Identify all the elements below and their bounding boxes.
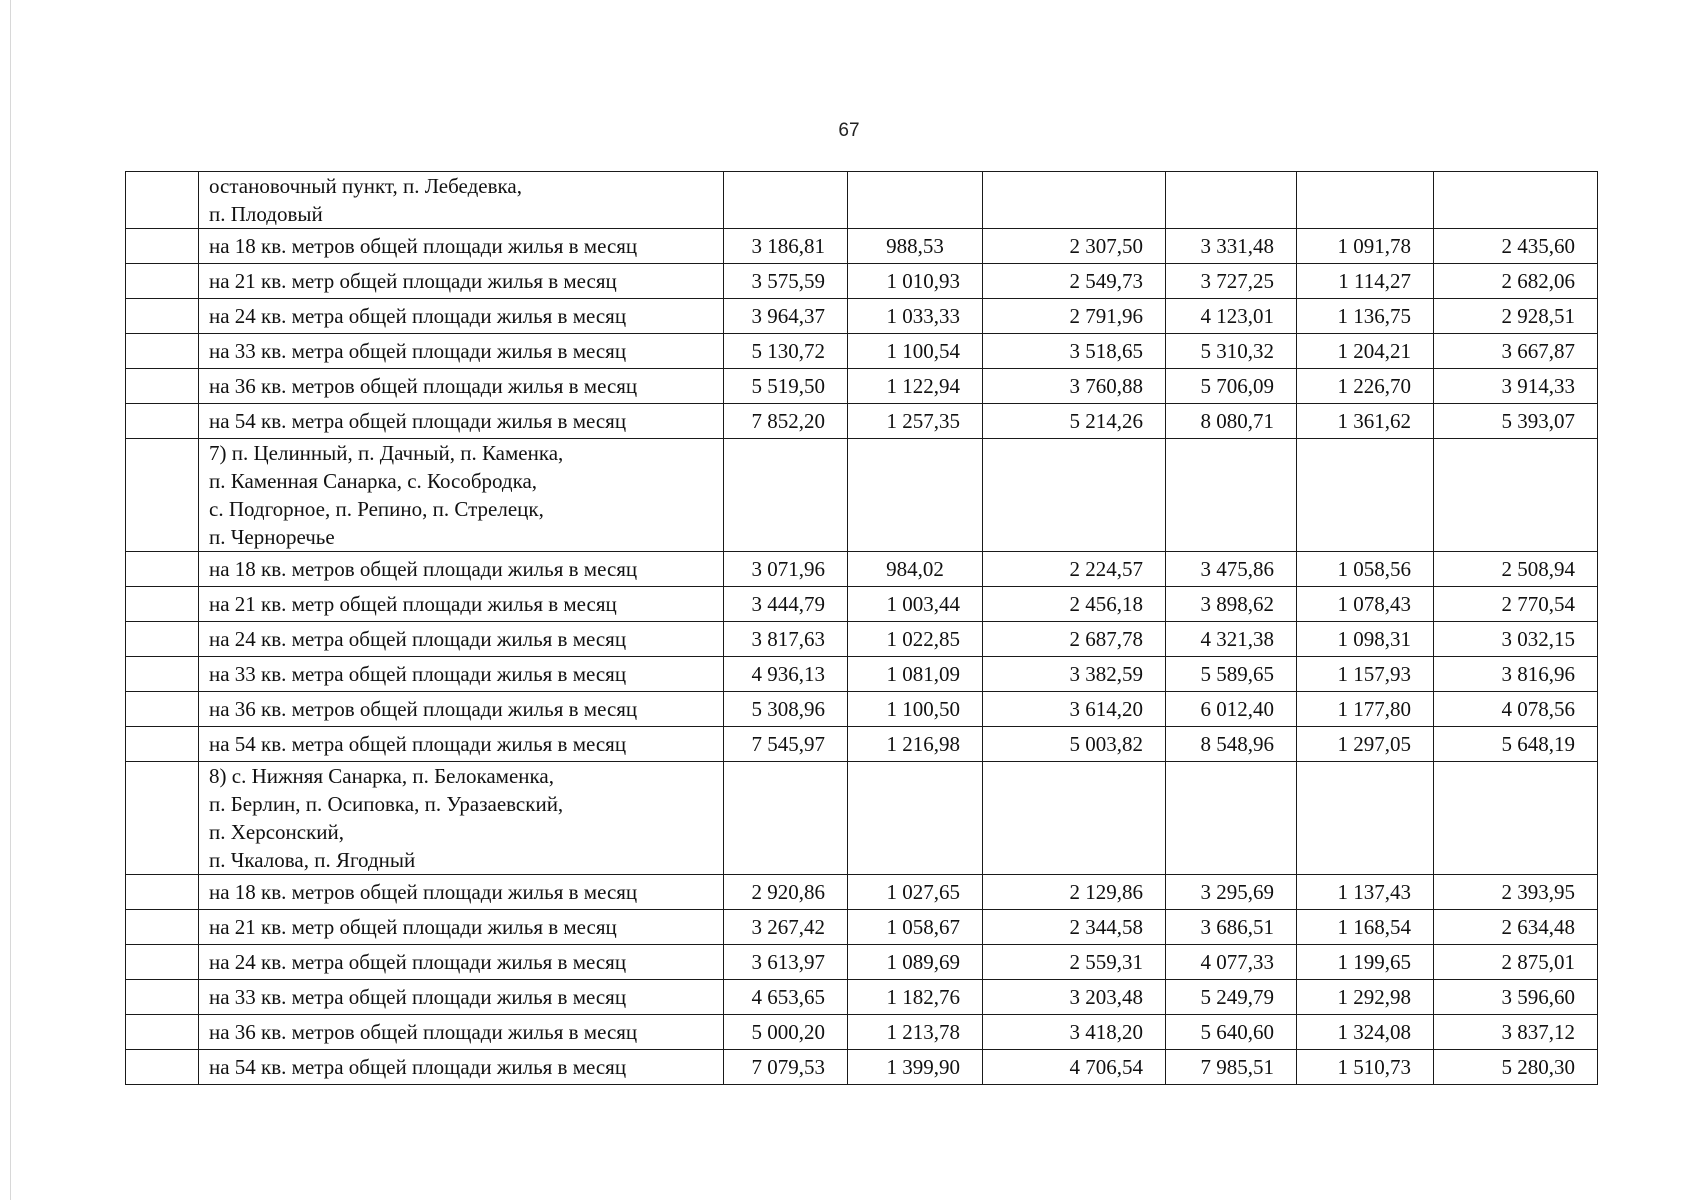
value-cell: 3 613,97 bbox=[724, 945, 848, 980]
value-cell: 1 297,05 bbox=[1297, 727, 1434, 762]
empty-value-cell bbox=[724, 762, 848, 875]
index-cell bbox=[126, 945, 199, 980]
value-cell: 2 682,06 bbox=[1434, 264, 1598, 299]
group-label-cell bbox=[199, 762, 724, 875]
row-label-cell: на 33 кв. метра общей площади жилья в месяц bbox=[199, 980, 724, 1015]
value-cell: 988,53 bbox=[848, 229, 983, 264]
value-cell: 1 257,35 bbox=[848, 404, 983, 439]
group-label-line: 7) п. Целинный, п. Дачный, п. Каменка, bbox=[209, 441, 564, 465]
value-cell: 2 920,86 bbox=[724, 875, 848, 910]
row-label-cell: на 18 кв. метров общей площади жилья в месяц bbox=[199, 552, 724, 587]
index-cell bbox=[126, 264, 199, 299]
empty-value-cell bbox=[848, 172, 983, 229]
value-cell: 1 122,94 bbox=[848, 369, 983, 404]
value-cell: 1 399,90 bbox=[848, 1050, 983, 1085]
index-cell bbox=[126, 552, 199, 587]
value-cell: 3 667,87 bbox=[1434, 334, 1598, 369]
value-cell: 1 114,27 bbox=[1297, 264, 1434, 299]
row-label-cell: на 54 кв. метра общей площади жилья в месяц bbox=[199, 727, 724, 762]
value-cell: 1 157,93 bbox=[1297, 657, 1434, 692]
row-label-cell: на 18 кв. метров общей площади жилья в месяц bbox=[199, 875, 724, 910]
value-cell: 1 098,31 bbox=[1297, 622, 1434, 657]
value-cell: 1 058,67 bbox=[848, 910, 983, 945]
value-cell: 5 003,82 bbox=[983, 727, 1166, 762]
group-header-row bbox=[126, 172, 1598, 229]
value-cell: 3 518,65 bbox=[983, 334, 1166, 369]
row-label-cell: на 18 кв. метров общей площади жилья в месяц bbox=[199, 229, 724, 264]
value-cell: 3 382,59 bbox=[983, 657, 1166, 692]
value-cell: 4 078,56 bbox=[1434, 692, 1598, 727]
value-cell: 2 129,86 bbox=[983, 875, 1166, 910]
value-cell: 5 280,30 bbox=[1434, 1050, 1598, 1085]
value-cell: 5 640,60 bbox=[1166, 1015, 1297, 1050]
group-label-line: с. Подгорное, п. Репино, п. Стрелецк, bbox=[209, 497, 544, 521]
value-cell: 1 100,50 bbox=[848, 692, 983, 727]
table-row bbox=[126, 404, 1598, 439]
table-row bbox=[126, 692, 1598, 727]
row-label-cell: на 24 кв. метра общей площади жилья в месяц bbox=[199, 299, 724, 334]
value-cell: 1 168,54 bbox=[1297, 910, 1434, 945]
group-label-line: остановочный пункт, п. Лебедевка, bbox=[209, 174, 522, 198]
value-cell: 1 091,78 bbox=[1297, 229, 1434, 264]
group-label-line: п. Берлин, п. Осиповка, п. Уразаевский, bbox=[209, 792, 564, 816]
value-cell: 1 022,85 bbox=[848, 622, 983, 657]
table-row bbox=[126, 552, 1598, 587]
value-cell: 3 817,63 bbox=[724, 622, 848, 657]
value-cell: 1 324,08 bbox=[1297, 1015, 1434, 1050]
index-cell bbox=[126, 299, 199, 334]
row-label-cell: на 21 кв. метр общей площади жилья в месяц bbox=[199, 910, 724, 945]
value-cell: 3 475,86 bbox=[1166, 552, 1297, 587]
value-cell: 984,02 bbox=[848, 552, 983, 587]
value-cell: 2 344,58 bbox=[983, 910, 1166, 945]
value-cell: 1 361,62 bbox=[1297, 404, 1434, 439]
value-cell: 8 548,96 bbox=[1166, 727, 1297, 762]
value-cell: 3 914,33 bbox=[1434, 369, 1598, 404]
value-cell: 2 928,51 bbox=[1434, 299, 1598, 334]
value-cell: 2 307,50 bbox=[983, 229, 1166, 264]
value-cell: 2 634,48 bbox=[1434, 910, 1598, 945]
value-cell: 3 032,15 bbox=[1434, 622, 1598, 657]
page-number: 67 bbox=[838, 120, 860, 141]
value-cell: 5 589,65 bbox=[1166, 657, 1297, 692]
group-label-line: п. Херсонский, bbox=[209, 820, 345, 844]
table-row bbox=[126, 727, 1598, 762]
row-label-cell: на 36 кв. метров общей площади жилья в месяц bbox=[199, 369, 724, 404]
value-cell: 4 653,65 bbox=[724, 980, 848, 1015]
value-cell: 7 985,51 bbox=[1166, 1050, 1297, 1085]
index-cell bbox=[126, 657, 199, 692]
value-cell: 4 321,38 bbox=[1166, 622, 1297, 657]
value-cell: 1 204,21 bbox=[1297, 334, 1434, 369]
value-cell: 4 706,54 bbox=[983, 1050, 1166, 1085]
value-cell: 3 575,59 bbox=[724, 264, 848, 299]
group-header-row bbox=[126, 439, 1598, 552]
value-cell: 3 331,48 bbox=[1166, 229, 1297, 264]
value-cell: 3 686,51 bbox=[1166, 910, 1297, 945]
value-cell: 1 010,93 bbox=[848, 264, 983, 299]
table-row bbox=[126, 657, 1598, 692]
value-cell: 3 760,88 bbox=[983, 369, 1166, 404]
value-cell: 1 199,65 bbox=[1297, 945, 1434, 980]
row-label-cell: на 36 кв. метров общей площади жилья в месяц bbox=[199, 1015, 724, 1050]
value-cell: 4 936,13 bbox=[724, 657, 848, 692]
value-cell: 3 614,20 bbox=[983, 692, 1166, 727]
value-cell: 1 182,76 bbox=[848, 980, 983, 1015]
value-cell: 3 964,37 bbox=[724, 299, 848, 334]
table-row bbox=[126, 1015, 1598, 1050]
table-row bbox=[126, 910, 1598, 945]
index-cell bbox=[126, 980, 199, 1015]
value-cell: 1 216,98 bbox=[848, 727, 983, 762]
value-cell: 1 058,56 bbox=[1297, 552, 1434, 587]
value-cell: 1 033,33 bbox=[848, 299, 983, 334]
value-cell: 3 418,20 bbox=[983, 1015, 1166, 1050]
value-cell: 1 089,69 bbox=[848, 945, 983, 980]
value-cell: 1 027,65 bbox=[848, 875, 983, 910]
value-cell: 7 545,97 bbox=[724, 727, 848, 762]
value-cell: 3 444,79 bbox=[724, 587, 848, 622]
value-cell: 5 000,20 bbox=[724, 1015, 848, 1050]
index-cell bbox=[126, 1050, 199, 1085]
index-cell bbox=[126, 334, 199, 369]
value-cell: 3 267,42 bbox=[724, 910, 848, 945]
value-cell: 5 310,32 bbox=[1166, 334, 1297, 369]
index-cell bbox=[126, 622, 199, 657]
value-cell: 1 003,44 bbox=[848, 587, 983, 622]
value-cell: 4 077,33 bbox=[1166, 945, 1297, 980]
value-cell: 1 226,70 bbox=[1297, 369, 1434, 404]
group-label-line: п. Черноречье bbox=[209, 525, 335, 549]
group-label-cell bbox=[199, 439, 724, 552]
value-cell: 1 292,98 bbox=[1297, 980, 1434, 1015]
table-body bbox=[126, 172, 1598, 1085]
value-cell: 5 648,19 bbox=[1434, 727, 1598, 762]
empty-value-cell bbox=[1297, 762, 1434, 875]
row-label-cell: на 21 кв. метр общей площади жилья в месяц bbox=[199, 264, 724, 299]
row-label-cell: на 54 кв. метра общей площади жилья в месяц bbox=[199, 1050, 724, 1085]
table-row bbox=[126, 1050, 1598, 1085]
value-cell: 1 177,80 bbox=[1297, 692, 1434, 727]
index-cell bbox=[126, 404, 199, 439]
index-cell bbox=[126, 727, 199, 762]
value-cell: 3 071,96 bbox=[724, 552, 848, 587]
row-label-cell: на 36 кв. метров общей площади жилья в месяц bbox=[199, 692, 724, 727]
value-cell: 6 012,40 bbox=[1166, 692, 1297, 727]
row-label-cell: на 24 кв. метра общей площади жилья в месяц bbox=[199, 622, 724, 657]
index-cell bbox=[126, 910, 199, 945]
group-header-row bbox=[126, 762, 1598, 875]
value-cell: 5 706,09 bbox=[1166, 369, 1297, 404]
value-cell: 1 078,43 bbox=[1297, 587, 1434, 622]
value-cell: 7 079,53 bbox=[724, 1050, 848, 1085]
value-cell: 1 081,09 bbox=[848, 657, 983, 692]
value-cell: 3 816,96 bbox=[1434, 657, 1598, 692]
value-cell: 2 549,73 bbox=[983, 264, 1166, 299]
empty-value-cell bbox=[1434, 439, 1598, 552]
group-label-line: п. Каменная Санарка, с. Кособродка, bbox=[209, 469, 538, 493]
index-cell bbox=[126, 229, 199, 264]
value-cell: 1 213,78 bbox=[848, 1015, 983, 1050]
empty-value-cell bbox=[848, 439, 983, 552]
table-row bbox=[126, 587, 1598, 622]
value-cell: 2 224,57 bbox=[983, 552, 1166, 587]
value-cell: 2 456,18 bbox=[983, 587, 1166, 622]
index-cell bbox=[126, 172, 199, 229]
value-cell: 3 727,25 bbox=[1166, 264, 1297, 299]
empty-value-cell bbox=[1434, 762, 1598, 875]
index-cell bbox=[126, 439, 199, 552]
value-cell: 2 508,94 bbox=[1434, 552, 1598, 587]
value-cell: 5 249,79 bbox=[1166, 980, 1297, 1015]
tariff-table bbox=[125, 171, 1598, 1085]
group-label-line: п. Плодовый bbox=[209, 202, 323, 226]
empty-value-cell bbox=[848, 762, 983, 875]
row-label-cell: на 24 кв. метра общей площади жилья в месяц bbox=[199, 945, 724, 980]
empty-value-cell bbox=[983, 439, 1166, 552]
table-row bbox=[126, 369, 1598, 404]
value-cell: 5 214,26 bbox=[983, 404, 1166, 439]
empty-value-cell bbox=[983, 762, 1166, 875]
index-cell bbox=[126, 762, 199, 875]
row-label-cell: на 54 кв. метра общей площади жилья в месяц bbox=[199, 404, 724, 439]
row-label-cell: на 33 кв. метра общей площади жилья в месяц bbox=[199, 657, 724, 692]
value-cell: 5 393,07 bbox=[1434, 404, 1598, 439]
value-cell: 2 770,54 bbox=[1434, 587, 1598, 622]
value-cell: 3 596,60 bbox=[1434, 980, 1598, 1015]
index-cell bbox=[126, 1015, 199, 1050]
table-row bbox=[126, 980, 1598, 1015]
value-cell: 1 137,43 bbox=[1297, 875, 1434, 910]
table-row bbox=[126, 299, 1598, 334]
index-cell bbox=[126, 587, 199, 622]
table-row bbox=[126, 264, 1598, 299]
table-row bbox=[126, 875, 1598, 910]
empty-value-cell bbox=[1434, 172, 1598, 229]
value-cell: 2 791,96 bbox=[983, 299, 1166, 334]
value-cell: 1 510,73 bbox=[1297, 1050, 1434, 1085]
value-cell: 3 186,81 bbox=[724, 229, 848, 264]
value-cell: 2 559,31 bbox=[983, 945, 1166, 980]
group-label-line: 8) с. Нижняя Санарка, п. Белокаменка, bbox=[209, 764, 554, 788]
value-cell: 3 837,12 bbox=[1434, 1015, 1598, 1050]
value-cell: 8 080,71 bbox=[1166, 404, 1297, 439]
empty-value-cell bbox=[983, 172, 1166, 229]
value-cell: 2 875,01 bbox=[1434, 945, 1598, 980]
index-cell bbox=[126, 369, 199, 404]
empty-value-cell bbox=[724, 172, 848, 229]
index-cell bbox=[126, 875, 199, 910]
value-cell: 5 130,72 bbox=[724, 334, 848, 369]
value-cell: 1 136,75 bbox=[1297, 299, 1434, 334]
value-cell: 2 435,60 bbox=[1434, 229, 1598, 264]
value-cell: 3 898,62 bbox=[1166, 587, 1297, 622]
table-row bbox=[126, 945, 1598, 980]
value-cell: 5 308,96 bbox=[724, 692, 848, 727]
scan-edge-line bbox=[10, 0, 11, 1200]
empty-value-cell bbox=[1297, 439, 1434, 552]
value-cell: 2 393,95 bbox=[1434, 875, 1598, 910]
empty-value-cell bbox=[1166, 439, 1297, 552]
value-cell: 5 519,50 bbox=[724, 369, 848, 404]
value-cell: 1 100,54 bbox=[848, 334, 983, 369]
row-label-cell: на 33 кв. метра общей площади жилья в месяц bbox=[199, 334, 724, 369]
empty-value-cell bbox=[1297, 172, 1434, 229]
empty-value-cell bbox=[1166, 172, 1297, 229]
empty-value-cell bbox=[724, 439, 848, 552]
index-cell bbox=[126, 692, 199, 727]
table-row bbox=[126, 229, 1598, 264]
value-cell: 4 123,01 bbox=[1166, 299, 1297, 334]
group-label-line: п. Чкалова, п. Ягодный bbox=[209, 848, 416, 872]
value-cell: 2 687,78 bbox=[983, 622, 1166, 657]
value-cell: 7 852,20 bbox=[724, 404, 848, 439]
empty-value-cell bbox=[1166, 762, 1297, 875]
table-row bbox=[126, 622, 1598, 657]
group-label-cell bbox=[199, 172, 724, 229]
row-label-cell: на 21 кв. метр общей площади жилья в месяц bbox=[199, 587, 724, 622]
value-cell: 3 295,69 bbox=[1166, 875, 1297, 910]
value-cell: 3 203,48 bbox=[983, 980, 1166, 1015]
table-row bbox=[126, 334, 1598, 369]
